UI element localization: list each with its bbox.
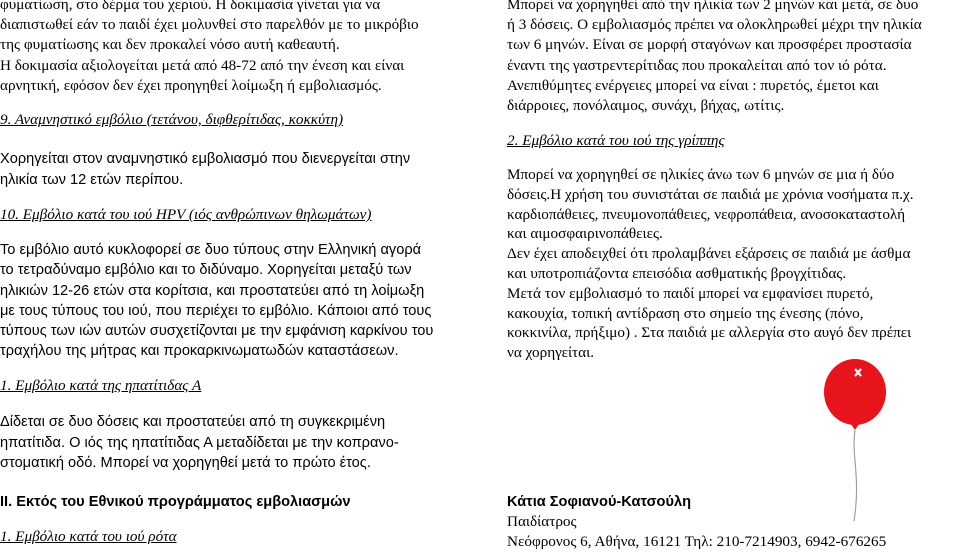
section-9-body (0, 149, 470, 191)
text-line: Δίδεται σε δυο δόσεις και προστατεύει από τη συγκεκριμένη (0, 414, 386, 430)
text-line: και υποτροπιάζοντα επεισόδια ασθματικής βρογχίτιδας. (507, 264, 847, 282)
hepatitis-a-body (0, 412, 470, 474)
text-line: στοματική οδό. Μπορεί να χορηγηθεί μετά το πρώτο έτος. (0, 455, 371, 471)
text-line: ή 3 δόσεις. Ο εμβολιασμός πρέπει να ολοκληρωθεί μέχρι την ηλικία (507, 16, 922, 34)
signature-address: Νεόφρονος 6, Αθήνα, 16121 Τηλ: 210-7214903, 6942-676265 (507, 533, 887, 550)
text-line: Μετά τον εμβολιασμό το παιδί μπορεί να εμφανίσει πυρετό, (507, 284, 874, 302)
text-line: το τετραδύναμο εμβόλιο και το διδύναμο. Χορηγείται μεταξύ των (0, 262, 412, 279)
flu-body (507, 165, 957, 363)
section-2-title: ΙΙ. Εκτός του Εθνικού προγράμματος εμβολιασμών (0, 494, 351, 510)
text-line: κοκκινίλα, πρήξιμο) . Στα παιδιά με αλλεργία στο αυγό δεν πρέπει (507, 324, 912, 342)
section-2 (0, 492, 470, 512)
text-line: διαπιστωθεί εάν το παιδί έχει μολυνθεί στο παρελθόν με το μικρόβιο (0, 16, 419, 34)
text-line: Ανεπιθύμητες ενέργειες μπορεί να είναι : πυρετός, έμετοι και (507, 76, 879, 94)
rota-body (507, 0, 957, 116)
text-line: να χορηγείται. (507, 344, 595, 362)
balloon-icon (821, 356, 891, 524)
section-10 (0, 205, 470, 225)
text-line: τύπους των ιών αυτών συσχετίζονται με την εμφάνιση καρκίνου του (0, 323, 434, 340)
flu-section (507, 131, 957, 151)
text-line: Χορηγείται στον αναμνηστικό εμβολιασμό που διενεργείται στην (0, 151, 411, 167)
text-line: ηλικία των 12 ετών περίπου. (0, 172, 184, 188)
section-10-body (0, 240, 470, 362)
text-line: και αιμοσφαιρινοπάθειες. (507, 225, 663, 243)
text-line: αρνητική, εφόσον δεν έχει προηγηθεί λοίμωξη ή εμβολιασμός. (0, 76, 382, 94)
text-line: διάρροιες, πονόλαιμος, συνάχι, βήχας, ωτίτις. (507, 97, 785, 115)
tuberculin-test-paragraph (0, 0, 470, 96)
text-line: Μπορεί να χορηγηθεί από την ηλικία των 2 μηνών και μετά, σε δυο (507, 0, 919, 13)
text-line: της φυματίωσης και δεν προκαλεί νόσο αυτή καθεαυτή. (0, 36, 340, 54)
balloon-string (854, 430, 857, 521)
text-line: φυματίωση, στο δέρμα του χεριού. Η δοκιμασία γίνεται για να (0, 0, 381, 13)
section-10-title: 10. Εμβόλιο κατά του ιού HPV (ιός ανθρώπινων θηλωμάτων) (0, 206, 372, 223)
text-line: με τους τύπους του ιού, που περιέχει το εμβόλιο. Κάποιοι από τους (0, 302, 432, 319)
rota-title: 1. Εμβόλιο κατά του ιού ρότα (0, 528, 177, 545)
text-line: κακουχία, τοπική αντίδραση στο σημείο της ένεσης (πόνο, (507, 304, 864, 322)
text-line: Δεν έχει αποδειχθεί ότι προλαμβάνει εξάρσεις σε παιδιά με άσθμα (507, 245, 911, 263)
balloon-body (824, 359, 886, 425)
hepatitis-a-title: 1. Εμβόλιο κατά της ηπατίτιδας Α (0, 377, 202, 394)
text-line: Η δοκιμασία αξιολογείται μετά από 48-72 από την ένεση και είναι (0, 56, 405, 74)
text-line: Το εμβόλιο αυτό κυκλοφορεί σε δυο τύπους στην Ελληνική αγορά (0, 242, 422, 258)
section-9-title: 9. Αναμνηστικό εμβόλιο (τετάνου, διφθερίτιδας, κοκκύτη) (0, 111, 344, 128)
section-9 (0, 110, 470, 130)
text-line: των 6 μηνών. Είναι σε μορφή σταγόνων και προσφέρει προστασία (507, 36, 912, 54)
balloon-knot (851, 424, 859, 430)
hepatitis-a-section (0, 376, 470, 396)
signature-name: Κάτια Σοφιανού-Κατσούλη (507, 494, 691, 510)
text-line: ηλικιών 12-26 ετών στα κορίτσια, και προστατεύει από τη λοίμωξη (0, 282, 425, 299)
rota-section (0, 527, 470, 547)
text-line: τραχήλου της μήτρας και προκαρκινωματωδών καταστάσεων. (0, 343, 399, 360)
text-line: δόσεις.Η χρήση του συνιστάται σε παιδιά με χρόνια νοσήματα π.χ. (507, 185, 914, 203)
text-line: έναντι της γαστρεντερίτιδας που προκαλείται από τον ιό ρότα. (507, 56, 887, 74)
text-line: Μπορεί να χορηγηθεί σε ηλικίες άνω των 6 μηνών σε μια ή δύο (507, 166, 895, 183)
text-line: ηπατίτιδα. Ο ιός της ηπατίτιδας Α μεταδίδεται με την κοπρανο- (0, 434, 399, 451)
flu-title: 2. Εμβόλιο κατά του ιού της γρίππης (507, 132, 725, 149)
signature-role: Παιδίατρος (507, 513, 577, 530)
text-line: καρδιοπάθειες, πνευμονοπάθειες, νεφροπάθεια, ανοσοκαταστολή (507, 205, 906, 223)
